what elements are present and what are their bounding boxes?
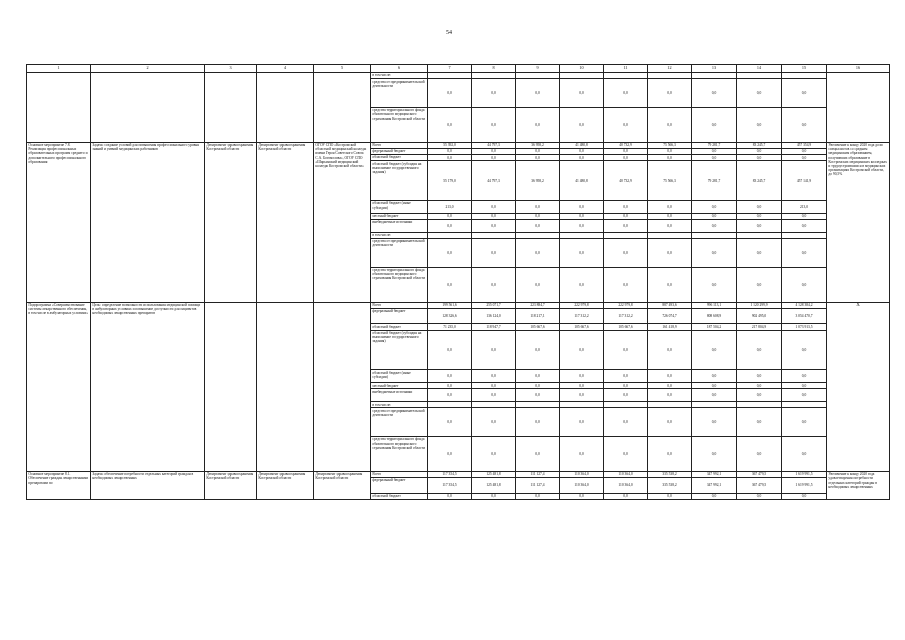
value-cell: 223 884,7: [516, 302, 560, 308]
value-cell: 0,0: [428, 213, 472, 219]
value-cell: 0,0: [692, 107, 737, 142]
value-cell: 0,0: [648, 370, 692, 383]
value-cell: 0,0: [472, 408, 516, 437]
value-cell: 0,0: [737, 79, 782, 108]
value-cell: 0,0: [428, 408, 472, 437]
source-label: Всего: [371, 142, 428, 148]
value-cell: 0,0: [782, 383, 827, 389]
value-cell: 0,0: [692, 383, 737, 389]
value-cell: 0,0: [516, 107, 560, 142]
cell-col3: [205, 302, 257, 471]
header-cell: 10: [560, 65, 604, 73]
value-cell: 0,0: [782, 107, 827, 142]
value-cell: 75 566,3: [648, 161, 692, 201]
value-cell: 0,0: [604, 389, 648, 402]
source-label: Всего: [371, 302, 428, 308]
value-cell: 0,0: [648, 201, 692, 214]
value-cell: 0,0: [648, 383, 692, 389]
cell-col4: [257, 73, 314, 143]
value-cell: 0,0: [648, 148, 692, 154]
value-cell: 41 480,8: [560, 142, 604, 148]
value-cell: 0,0: [560, 79, 604, 108]
value-cell: 0,0: [560, 155, 604, 161]
value-cell: 0,0: [560, 201, 604, 214]
value-cell: 0,0: [737, 148, 782, 154]
source-label: в том числе:: [371, 73, 428, 79]
value-cell: 902 495,0: [737, 308, 782, 324]
value-cell: 0,0: [560, 267, 604, 302]
value-cell: 0,0: [782, 408, 827, 437]
value-cell: 0,0: [560, 107, 604, 142]
value-cell: 0,0: [428, 238, 472, 267]
value-cell: 0,0: [782, 148, 827, 154]
value-cell: 0,0: [604, 493, 648, 499]
value-cell: 457 354,9: [782, 142, 827, 148]
value-cell: 0,0: [428, 383, 472, 389]
value-cell: 0,0: [648, 437, 692, 472]
budget-table: [26, 64, 890, 500]
value-cell: 0,0: [472, 155, 516, 161]
cell-col1: Основное мероприятие 7.8. Реализация профессиональных образовательных программ среднего и дополнительного профессионального образования: [27, 142, 91, 302]
value-cell: 0,0: [648, 219, 692, 232]
value-cell: 0,0: [560, 408, 604, 437]
value-cell: 0,0: [560, 383, 604, 389]
value-cell: 0,0: [737, 107, 782, 142]
value-cell: 0,0: [560, 148, 604, 154]
value-cell: 0,0: [782, 493, 827, 499]
value-cell: 0,0: [472, 201, 516, 214]
source-label: в том числе:: [371, 402, 428, 408]
value-cell: 255 071,7: [472, 302, 516, 308]
value-cell: 0,0: [737, 383, 782, 389]
value-cell: 0,0: [516, 389, 560, 402]
value-cell: 0,0: [782, 437, 827, 472]
cell-col2: Задача: обеспечение потребности отдельных категорий граждан в необходимых лекарственных: [91, 471, 205, 499]
source-label: средства территориального фонда обязательного медицинского страхования Костромской области: [371, 267, 428, 302]
cell-col4: Департамент здравоохранения Костромской области: [257, 471, 314, 499]
value-cell: 0,0: [648, 79, 692, 108]
value-cell: 0,0: [782, 213, 827, 219]
value-cell: 0,0: [428, 79, 472, 108]
value-cell: 110 364,0: [604, 478, 648, 494]
value-cell: 335 538,2: [648, 471, 692, 477]
value-cell: 0,0: [692, 79, 737, 108]
value-cell: 0,0: [472, 437, 516, 472]
value-cell: 0,0: [604, 408, 648, 437]
cell-col16: Х: [827, 302, 890, 471]
value-cell: 0,0: [692, 213, 737, 219]
source-label: федеральный бюджет: [371, 148, 428, 154]
value-cell: 0,0: [604, 370, 648, 383]
value-cell: 125 481,8: [472, 478, 516, 494]
value-cell: 118 947,7: [472, 324, 516, 330]
value-cell: 0,0: [604, 437, 648, 472]
value-cell: 0,0: [472, 330, 516, 370]
value-cell: 0,0: [560, 330, 604, 370]
value-cell: 105 667,6: [516, 324, 560, 330]
value-cell: 726 074,7: [648, 308, 692, 324]
value-cell: 0,0: [648, 238, 692, 267]
value-cell: 1 073 913,5: [782, 324, 827, 330]
cell-col5: Департамент здравоохранения Костромской области: [314, 471, 371, 499]
value-cell: 217 804,9: [737, 324, 782, 330]
header-cell: 14: [737, 65, 782, 73]
header-cell: 8: [472, 65, 516, 73]
value-cell: 0,0: [428, 389, 472, 402]
value-cell: 0,0: [428, 493, 472, 499]
value-cell: 0,0: [472, 493, 516, 499]
source-label: Всего: [371, 471, 428, 477]
value-cell: 0,0: [782, 267, 827, 302]
cell-col5: [314, 73, 371, 143]
value-cell: 0,0: [692, 238, 737, 267]
value-cell: 128 326,6: [428, 308, 472, 324]
value-cell: 0,0: [604, 383, 648, 389]
cell-col5: ОГОУ СПО «Костромской областной медицинский колледж имени Героя Советского Союза С.А. Богомолова», ОГОУ СПО «Шарьинский медицинский колледж Костромской области»: [314, 142, 371, 302]
value-cell: 0,0: [692, 148, 737, 154]
header-cell: 11: [604, 65, 648, 73]
value-cell: 0,0: [648, 213, 692, 219]
value-cell: 41 480,8: [560, 161, 604, 201]
value-cell: 347 992,1: [692, 478, 737, 494]
cell-col1: [27, 73, 91, 143]
source-label: в том числе:: [371, 232, 428, 238]
value-cell: 0,0: [428, 267, 472, 302]
value-cell: 0,0: [692, 267, 737, 302]
cell-col1: Основное мероприятие 8.1. Обеспечение граждан лекарственными препаратами по: [27, 471, 91, 499]
value-cell: 0,0: [692, 408, 737, 437]
value-cell: 347 992,1: [692, 471, 737, 477]
value-cell: 0,0: [737, 389, 782, 402]
value-cell: 0,0: [648, 155, 692, 161]
value-cell: 75 566,3: [648, 142, 692, 148]
cell-col5: [314, 302, 371, 471]
value-cell: 0,0: [604, 330, 648, 370]
value-cell: 0,0: [516, 201, 560, 214]
value-cell: 0,0: [560, 389, 604, 402]
value-cell: 0,0: [604, 148, 648, 154]
value-cell: 0,0: [516, 437, 560, 472]
cell-col3: Департамент здравоохранения Костромской области: [205, 471, 257, 499]
value-cell: 0,0: [472, 389, 516, 402]
cell-col2: Цель: определение возможности использования медицинской помощи в амбулаторных условиях и повышение доступности для пациентов необходимых лекарственных препаратов: [91, 302, 205, 471]
cell-col2: [91, 73, 205, 143]
source-label: средства от предпринимательской деятельности: [371, 408, 428, 437]
value-cell: 118 217,1: [516, 308, 560, 324]
value-cell: 0,0: [737, 437, 782, 472]
value-cell: 0,0: [648, 408, 692, 437]
value-cell: 3 054 470,7: [782, 308, 827, 324]
value-cell: 161 418,9: [648, 324, 692, 330]
value-cell: 83 245,7: [737, 161, 782, 201]
value-cell: 0,0: [560, 493, 604, 499]
source-label: федеральный бюджет: [371, 308, 428, 324]
value-cell: 0,0: [604, 79, 648, 108]
source-label: областной бюджет: [371, 324, 428, 330]
value-cell: 0,0: [692, 219, 737, 232]
header-cell: 16: [827, 65, 890, 73]
value-cell: 4 128 384,2: [782, 302, 827, 308]
value-cell: 0,0: [604, 201, 648, 214]
value-cell: 0,0: [428, 330, 472, 370]
value-cell: 0,0: [782, 370, 827, 383]
value-cell: 0,0: [782, 79, 827, 108]
value-cell: 0,0: [428, 107, 472, 142]
value-cell: 125 481,8: [472, 471, 516, 477]
value-cell: 367 479,5: [737, 471, 782, 477]
value-cell: 79 281,7: [692, 161, 737, 201]
value-cell: 0,0: [737, 213, 782, 219]
value-cell: 222 979,8: [560, 302, 604, 308]
value-cell: 0,0: [428, 370, 472, 383]
value-cell: 0,0: [737, 370, 782, 383]
source-label: областной бюджет (иные субсидии): [371, 370, 428, 383]
value-cell: 887 493,6: [648, 302, 692, 308]
value-cell: 0,0: [782, 155, 827, 161]
value-cell: 0,0: [692, 155, 737, 161]
value-cell: 808 608,9: [692, 308, 737, 324]
header-cell: 3: [205, 65, 257, 73]
value-cell: 0,0: [472, 383, 516, 389]
value-cell: 0,0: [648, 389, 692, 402]
value-cell: 0,0: [472, 213, 516, 219]
source-label: средства территориального фонда обязательного медицинского страхования Костромской области: [371, 107, 428, 142]
value-cell: 0,0: [516, 213, 560, 219]
cell-col16: Увеличение к концу 2020 года удовлетворения потребности отдельных категорий граждан в необходимых лекарственных: [827, 471, 890, 499]
value-cell: 44 797,3: [472, 142, 516, 148]
value-cell: 1 120 299,9: [737, 302, 782, 308]
source-label: местный бюджет: [371, 383, 428, 389]
value-cell: 117 312,2: [604, 308, 648, 324]
value-cell: 0,0: [737, 330, 782, 370]
value-cell: 0,0: [648, 267, 692, 302]
value-cell: 213,0: [782, 201, 827, 214]
header-cell: 9: [516, 65, 560, 73]
cell-col4: [257, 302, 314, 471]
source-label: областной бюджет (иные субсидии): [371, 201, 428, 214]
value-cell: 0,0: [604, 107, 648, 142]
value-cell: 0,0: [604, 155, 648, 161]
value-cell: 0,0: [648, 493, 692, 499]
value-cell: 0,0: [516, 219, 560, 232]
header-cell: 15: [782, 65, 827, 73]
value-cell: 117 354,5: [428, 478, 472, 494]
value-cell: 0,0: [692, 201, 737, 214]
header-cell: 13: [692, 65, 737, 73]
value-cell: 0,0: [516, 493, 560, 499]
value-cell: 0,0: [472, 79, 516, 108]
value-cell: 79 281,7: [692, 142, 737, 148]
header-cell: 5: [314, 65, 371, 73]
value-cell: 117 312,2: [560, 308, 604, 324]
header-cell: 7: [428, 65, 472, 73]
source-label: средства территориального фонда обязательного медицинского страхования Костромской области: [371, 437, 428, 472]
value-cell: 110 364,0: [560, 478, 604, 494]
value-cell: 0,0: [737, 267, 782, 302]
value-cell: 0,0: [648, 330, 692, 370]
value-cell: 40 732,9: [604, 161, 648, 201]
header-cell: 2: [91, 65, 205, 73]
value-cell: 40 732,9: [604, 142, 648, 148]
value-cell: 110 364,0: [560, 471, 604, 477]
value-cell: 36 958,2: [516, 142, 560, 148]
header-cell: 12: [648, 65, 692, 73]
source-label: областной бюджет (субсидия на выполнение государственного задания): [371, 330, 428, 370]
value-cell: 335 538,2: [648, 478, 692, 494]
header-row: [27, 65, 890, 73]
value-cell: 0,0: [782, 219, 827, 232]
value-cell: 0,0: [737, 201, 782, 214]
value-cell: 0,0: [604, 219, 648, 232]
header-cell: 4: [257, 65, 314, 73]
value-cell: 0,0: [472, 219, 516, 232]
value-cell: 0,0: [692, 330, 737, 370]
value-cell: 187 504,2: [692, 324, 737, 330]
value-cell: 996 113,1: [692, 302, 737, 308]
value-cell: 0,0: [737, 238, 782, 267]
value-cell: 0,0: [782, 238, 827, 267]
value-cell: 105 667,6: [560, 324, 604, 330]
value-cell: 1 619 991,5: [782, 478, 827, 494]
value-cell: 0,0: [692, 389, 737, 402]
value-cell: 0,0: [428, 155, 472, 161]
source-label: внебюджетные источники: [371, 389, 428, 402]
value-cell: 71 235,0: [428, 324, 472, 330]
value-cell: 44 797,3: [472, 161, 516, 201]
value-cell: 0,0: [560, 437, 604, 472]
value-cell: 105 667,6: [604, 324, 648, 330]
header-cell: 1: [27, 65, 91, 73]
value-cell: 0,0: [648, 107, 692, 142]
value-cell: 0,0: [737, 219, 782, 232]
value-cell: 0,0: [604, 267, 648, 302]
value-cell: 0,0: [516, 408, 560, 437]
value-cell: 111 127,4: [516, 471, 560, 477]
value-cell: 1 619 991,5: [782, 471, 827, 477]
value-cell: 0,0: [560, 370, 604, 383]
value-cell: 0,0: [428, 437, 472, 472]
source-label: федеральный бюджет: [371, 478, 428, 494]
value-cell: 0,0: [737, 408, 782, 437]
value-cell: 213,0: [428, 201, 472, 214]
value-cell: 0,0: [516, 370, 560, 383]
cell-col3: Департамент здравоохранения Костромской области: [205, 142, 257, 302]
value-cell: 117 354,5: [428, 471, 472, 477]
value-cell: 0,0: [516, 267, 560, 302]
value-cell: 0,0: [516, 79, 560, 108]
value-cell: 0,0: [472, 238, 516, 267]
value-cell: 111 127,4: [516, 478, 560, 494]
value-cell: 0,0: [472, 107, 516, 142]
cell-col3: [205, 73, 257, 143]
value-cell: 0,0: [692, 437, 737, 472]
value-cell: 55 179,0: [428, 161, 472, 201]
value-cell: 0,0: [782, 389, 827, 402]
value-cell: 0,0: [472, 148, 516, 154]
value-cell: 0,0: [604, 213, 648, 219]
value-cell: 0,0: [472, 370, 516, 383]
value-cell: 0,0: [560, 219, 604, 232]
value-cell: 0,0: [516, 383, 560, 389]
value-cell: 36 958,2: [516, 161, 560, 201]
value-cell: 222 979,8: [604, 302, 648, 308]
value-cell: 0,0: [560, 238, 604, 267]
cell-col1: Подпрограмма «Совершенствование системы лекарственного обеспечения, в том числе в амбулаторных условиях»: [27, 302, 91, 471]
value-cell: 0,0: [604, 238, 648, 267]
value-cell: 136 124,0: [472, 308, 516, 324]
cell-col2: Задача: создание условий для повышения профессионального уровня знаний и умений медицинских работников: [91, 142, 205, 302]
source-label: областной бюджет (субсидия на выполнение государственного задания): [371, 161, 428, 201]
value-cell: 457 141,9: [782, 161, 827, 201]
cell-col16: Увеличение к концу 2020 года доли специалистов со средним медицинским образованием, получивших образование в Костромских медицинских колледжах и трудоустроившихся в медицинских организациях Костромской области, до 90,5%: [827, 142, 890, 302]
header-cell: 6: [371, 65, 428, 73]
value-cell: 0,0: [692, 370, 737, 383]
value-cell: 55 392,0: [428, 142, 472, 148]
value-cell: 0,0: [516, 330, 560, 370]
cell-col16: [827, 73, 890, 143]
value-cell: 110 364,0: [604, 471, 648, 477]
value-cell: 0,0: [516, 155, 560, 161]
value-cell: 0,0: [737, 493, 782, 499]
source-label: областной бюджет: [371, 493, 428, 499]
source-label: средства от предпринимательской деятельности: [371, 238, 428, 267]
value-cell: 0,0: [782, 330, 827, 370]
value-cell: 367 479,5: [737, 478, 782, 494]
source-label: местный бюджет: [371, 213, 428, 219]
value-cell: 0,0: [692, 493, 737, 499]
value-cell: 199 561,6: [428, 302, 472, 308]
source-label: областной бюджет: [371, 155, 428, 161]
value-cell: 0,0: [428, 148, 472, 154]
source-label: средства от предпринимательской деятельности: [371, 79, 428, 108]
cell-col4: Департамент здравоохранения Костромской области: [257, 142, 314, 302]
value-cell: 0,0: [516, 148, 560, 154]
value-cell: 83 245,7: [737, 142, 782, 148]
page-number: 54: [446, 30, 452, 36]
value-cell: 0,0: [516, 238, 560, 267]
value-cell: 0,0: [472, 267, 516, 302]
value-cell: 0,0: [560, 213, 604, 219]
value-cell: 0,0: [428, 219, 472, 232]
source-label: внебюджетные источники: [371, 219, 428, 232]
value-cell: 0,0: [737, 155, 782, 161]
